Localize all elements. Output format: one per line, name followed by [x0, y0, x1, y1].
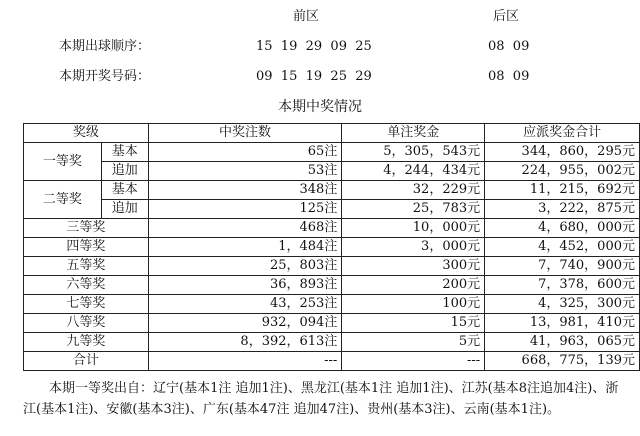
prize-level: 九等奖 [24, 333, 149, 352]
winner-count: 25，803注 [148, 257, 342, 276]
table-row [24, 314, 640, 333]
back-zone-label: 后区 [493, 9, 520, 24]
total-label: 合计 [24, 352, 149, 371]
winner-count: 36，893注 [148, 276, 342, 295]
total-prize: 3，222，875元 [485, 200, 640, 219]
single-prize: 32，229元 [342, 181, 485, 200]
prize-level: 四等奖 [24, 238, 149, 257]
table-row [24, 295, 640, 314]
single-prize: 300元 [342, 257, 485, 276]
winner-count: 65注 [148, 143, 342, 162]
total-row [24, 352, 640, 371]
winner-count: 53注 [148, 162, 342, 181]
total-prize: 41，963，065元 [485, 333, 640, 352]
total-single-prize: --- [342, 352, 485, 371]
bet-type: 基本 [101, 143, 148, 162]
draw-order-label: 本期出球顺序： [59, 39, 151, 54]
winner-count: 1，484注 [148, 238, 342, 257]
single-prize: 5，305，543元 [342, 143, 485, 162]
bet-type: 追加 [101, 200, 148, 219]
table-row [24, 219, 640, 238]
single-prize: 25，783元 [342, 200, 485, 219]
column-header: 奖级 [24, 124, 149, 143]
winner-count: 8，392，613注 [148, 333, 342, 352]
table-title: 本期中奖情况 [278, 99, 362, 115]
total-prize: 7，378，600元 [485, 276, 640, 295]
winning-front-numbers: 09 15 19 25 29 [256, 69, 372, 84]
front-zone-label: 前区 [293, 9, 320, 24]
single-prize: 4，244，434元 [342, 162, 485, 181]
prize-level: 五等奖 [24, 257, 149, 276]
grand-total-prize: 668，775，139元 [485, 352, 640, 371]
single-prize: 200元 [342, 276, 485, 295]
prize-level: 三等奖 [24, 219, 149, 238]
table-row [24, 238, 640, 257]
single-prize: 3，000元 [342, 238, 485, 257]
total-prize: 344，860，295元 [485, 143, 640, 162]
winner-count: 125注 [148, 200, 342, 219]
table-row [24, 200, 640, 219]
winner-count: 932，094注 [148, 314, 342, 333]
column-header: 单注奖金 [342, 124, 485, 143]
table-row [24, 143, 640, 162]
table-header-row [24, 124, 640, 143]
winning-numbers-label: 本期开奖号码： [59, 69, 151, 84]
total-prize: 4，325，300元 [485, 295, 640, 314]
table-row [24, 333, 640, 352]
winner-count: 348注 [148, 181, 342, 200]
total-prize: 13，981，410元 [485, 314, 640, 333]
prize-table [23, 123, 640, 371]
winner-count: 468注 [148, 219, 342, 238]
winner-count: 43，253注 [148, 295, 342, 314]
column-header: 应派奖金合计 [485, 124, 640, 143]
table-row [24, 162, 640, 181]
single-prize: 10，000元 [342, 219, 485, 238]
table-row [24, 276, 640, 295]
prize-level: 七等奖 [24, 295, 149, 314]
prize-level: 二等奖 [24, 181, 102, 219]
prize-level: 六等奖 [24, 276, 149, 295]
draw-order-front-numbers: 15 19 29 09 25 [256, 39, 372, 54]
table-row [24, 181, 640, 200]
total-winner-count: --- [148, 352, 342, 371]
total-prize: 7，740，900元 [485, 257, 640, 276]
single-prize: 100元 [342, 295, 485, 314]
draw-order-back-numbers: 08 09 [488, 39, 530, 54]
first-prize-origin-note [23, 378, 623, 420]
table-row [24, 257, 640, 276]
bet-type: 追加 [101, 162, 148, 181]
prize-level: 八等奖 [24, 314, 149, 333]
total-prize: 224，955，002元 [485, 162, 640, 181]
prize-level: 一等奖 [24, 143, 102, 181]
first-prize-origin-text: 本期一等奖出自：辽宁(基本1注 追加1注)、黑龙江(基本1注 追加1注)、江苏(基本8注追加4注)、浙江(基本1注)、安徽(基本3注)、广东(基本47注 追加47注)、贵州(基本3注)、云南(基本1注)。 [23, 381, 619, 417]
single-prize: 5元 [342, 333, 485, 352]
bet-type: 基本 [101, 181, 148, 200]
single-prize: 15元 [342, 314, 485, 333]
winning-back-numbers: 08 09 [488, 69, 530, 84]
total-prize: 4，680，000元 [485, 219, 640, 238]
total-prize: 11，215，692元 [485, 181, 640, 200]
column-header: 中奖注数 [148, 124, 342, 143]
total-prize: 4，452，000元 [485, 238, 640, 257]
